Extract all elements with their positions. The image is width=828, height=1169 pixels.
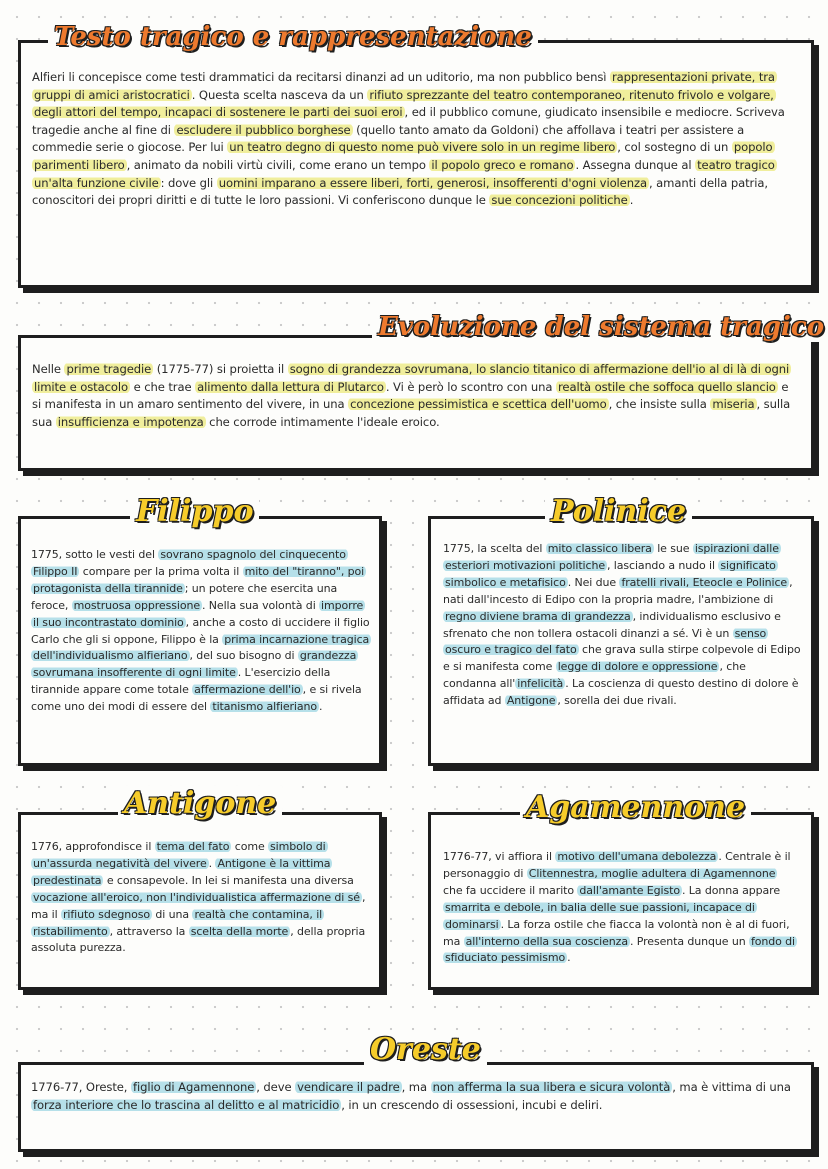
highlighted-text: significato simbolico e metafisico — [445, 558, 776, 589]
highlighted-text: rappresentazioni private, tra gruppi di amici aristocratici — [34, 70, 775, 102]
highlighted-text: motivo dell'umana debolezza — [557, 850, 717, 863]
highlighted-text: simbolo di un'assurda negatività del vivere — [33, 840, 326, 870]
body-text: che corrode intimamente l'ideale eroico. — [205, 414, 440, 429]
body-text: , col sostegno di un — [617, 140, 732, 155]
body-text: 1776-77, vi affiora il — [443, 850, 556, 863]
body-text: , amanti della patria, conoscitori dei propri diritti e di tutte le loro passioni. Vi conferiscono dunque le — [32, 175, 768, 208]
body-text: compare per la prima volta il — [79, 564, 243, 578]
body-text: ; un potere che esercita una feroce, — [31, 581, 338, 612]
section-antigone — [18, 812, 382, 990]
highlighted-text: Antigone è la vittima predestinata — [33, 856, 331, 887]
evoluzione-title: Evoluzione del sistema tragico — [372, 312, 828, 342]
body-text: , nati dall'incesto di Edipo con la propria madre, l'ambizione di — [443, 575, 793, 606]
testo-tragico-title: Testo tragico e rappresentazione — [48, 22, 538, 52]
body-text: , sorella dei due rivali. — [557, 694, 677, 708]
body-text: Nelle — [32, 362, 65, 376]
section-evoluzione — [18, 335, 814, 471]
highlighted-text: infelicità — [517, 677, 564, 691]
highlighted-text: mostruosa oppressione — [73, 598, 200, 612]
filippo-title: Filippo — [130, 494, 259, 529]
body-text: . — [629, 193, 634, 208]
body-text: , del suo bisogno di — [189, 649, 298, 663]
body-text: di una — [152, 907, 193, 921]
body-text: , individualismo esclusivo e sfrenato che non tollera ostacoli dinanzi a sé. Vi è un — [443, 609, 781, 640]
body-text: . — [567, 951, 571, 965]
evoluzione-body — [32, 361, 800, 431]
polinice-title: Polinice — [545, 494, 692, 529]
body-text: , ma è vittima di una — [672, 1080, 791, 1094]
body-text: , deve — [256, 1080, 296, 1094]
highlighted-text: mito del "tiranno", poi protagonista della tirannide — [33, 564, 365, 595]
body-text: , animato da nobili virtù civili, come erano un tempo — [126, 157, 430, 172]
body-text: (quello tanto amato da Goldoni) che affollava i teatri per assistere a commedie serie o giocose. Per lui — [32, 122, 745, 155]
body-text: 1776-77, Oreste, — [31, 1080, 131, 1094]
highlighted-text: sue concezioni politiche — [491, 193, 628, 208]
highlighted-text: prima incarnazione tragica dell'individualismo alfieriano — [33, 632, 370, 663]
agamennone-title: Agamennone — [520, 790, 751, 825]
highlighted-text: concezione pessimistica e scettica dell'uomo — [350, 397, 607, 412]
highlighted-text: dall'amante Egisto — [579, 883, 680, 897]
highlighted-text: imporre il suo incontrastato dominio — [33, 598, 364, 629]
highlighted-text: vocazione all'eroico, non l'individualistica affermazione di sé — [33, 890, 360, 904]
body-text: . L'esercizio della tirannide appare come totale — [31, 666, 331, 697]
highlighted-text: escludere il pubblico borghese — [176, 122, 351, 137]
highlighted-text: realtà ostile che soffoca quello slancio — [558, 379, 776, 394]
body-text: Alfieri li concepisce come testi drammatici da recitarsi dinanzi ad un uditorio, ma non pubblico bensì — [32, 70, 610, 84]
polinice-body — [443, 541, 801, 710]
highlighted-text: titanismo alfieriano — [212, 700, 318, 714]
highlighted-text: insufficienza e impotenza — [57, 414, 204, 429]
antigone-title: Antigone — [118, 786, 282, 821]
highlighted-text: un teatro degno di questo nome può vivere solo in un regime libero — [229, 140, 616, 155]
antigone-body — [31, 839, 369, 957]
highlighted-text: il popolo greco e romano — [431, 157, 574, 172]
body-text: . Centrale è il personaggio di — [443, 850, 791, 880]
highlighted-text: non afferma la sua libera e sicura volontà — [432, 1080, 671, 1094]
highlighted-text: fondo di sfiduciato pessimismo — [445, 934, 796, 965]
body-text: e consapevole. In lei si manifesta una diversa — [103, 873, 354, 887]
body-text: , ma — [401, 1080, 431, 1094]
body-text: , attraverso la — [109, 924, 189, 938]
highlighted-text: ispirazioni dalle esteriori motivazioni politiche — [445, 542, 779, 572]
section-filippo — [18, 516, 382, 766]
body-text: e che trae — [130, 379, 196, 394]
highlighted-text: teatro tragico un'alta funzione civile — [34, 157, 775, 190]
highlighted-text: mito classico libera — [547, 542, 652, 555]
body-text: . Vi è però lo scontro con una — [385, 379, 556, 394]
testo-tragico-body — [32, 69, 800, 210]
highlighted-text: smarrita e debole, in balia delle sue passioni, incapace di dominarsi — [445, 900, 755, 931]
body-text: , anche a costo di uccidere il figlio Carlo che gli si oppone, Filippo è la — [31, 615, 370, 646]
oreste-body — [31, 1079, 797, 1114]
highlighted-text: all'interno della sua coscienza — [465, 934, 628, 948]
highlighted-text: scelta della morte — [190, 924, 289, 938]
highlighted-text: vendicare il padre — [297, 1080, 400, 1094]
section-oreste — [18, 1062, 814, 1152]
body-text: e si manifesta in un amaro sentimento del vivere, in una — [32, 379, 789, 412]
highlighted-text: legge di dolore e oppressione — [557, 660, 718, 674]
body-text: , che condanna all' — [443, 660, 746, 691]
body-text: , ed il pubblico comune, giudicato insensibile e mediocre. Scriveva tragedie anche al fine di — [32, 105, 785, 137]
highlighted-text: rifiuto sprezzante del teatro contemporaneo, ritenuto frivolo e volgare, degli attori del tempo, incapaci di sostenere le parti dei suoi eroi — [34, 87, 774, 120]
body-text: , che insiste sulla — [608, 397, 711, 412]
body-text: . La donna appare — [681, 883, 781, 897]
body-text: , in un crescendo di ossessioni, incubi e deliri. — [341, 1097, 603, 1112]
body-text: 1776, approfondisce il — [31, 840, 155, 853]
body-text: : dove gli — [160, 175, 217, 190]
body-text: . — [319, 700, 323, 714]
highlighted-text: popolo parimenti libero — [34, 140, 773, 172]
body-text: . Presenta dunque un — [629, 934, 749, 948]
body-text: , sulla sua — [32, 397, 791, 429]
body-text: 1775, la scelta del — [443, 542, 546, 555]
agamennone-body — [443, 849, 799, 967]
section-polinice — [428, 516, 814, 766]
highlighted-text: Antigone — [506, 694, 556, 708]
highlighted-text: miseria — [712, 397, 755, 412]
highlighted-text: forza interiore che lo trascina al delitto e al matricidio — [33, 1097, 340, 1112]
highlighted-text: rifiuto sdegnoso — [62, 907, 151, 921]
highlighted-text: sovrano spagnolo del cinquecento Filippo II — [33, 548, 346, 578]
section-agamennone — [428, 812, 814, 990]
highlighted-text: regno diviene brama di grandezza — [445, 609, 631, 623]
highlighted-text: senso oscuro e tragico del fato — [445, 626, 767, 657]
body-text: (1775-77) si proietta il — [153, 362, 288, 376]
highlighted-text: figlio di Agamennone — [132, 1080, 255, 1094]
body-text: , ma il — [31, 890, 366, 921]
body-text: . La forza ostile che fiacca la volontà non è al di fuori, ma — [443, 917, 790, 948]
body-text: . Nei due — [567, 575, 620, 589]
highlighted-text: fratelli rivali, Eteocle e Polinice — [621, 575, 788, 589]
body-text: che grava sulla stirpe colpevole di Edipo e si manifesta come — [443, 643, 801, 674]
section-testo-tragico — [18, 40, 814, 288]
highlighted-text: alimento dalla lettura di Plutarco — [197, 379, 384, 394]
body-text: 1775, sotto le vesti del — [31, 548, 159, 561]
body-text: come — [231, 840, 269, 853]
highlighted-text: prime tragedie — [66, 362, 152, 376]
body-text: , della propria assoluta purezza. — [31, 924, 366, 955]
highlighted-text: grandezza sovrumana insofferente di ogni limite — [33, 649, 357, 680]
highlighted-text: uomini imparano a essere liberi, forti, generosi, insofferenti d'ogni violenza — [218, 175, 647, 190]
body-text: , e si rivela come uno dei modi di essere del — [31, 683, 362, 714]
highlighted-text: tema del fato — [156, 840, 230, 853]
body-text: che fa uccidere il marito — [443, 883, 578, 897]
highlighted-text: affermazione dell'io — [194, 683, 301, 697]
body-text: . La coscienza di questo destino di dolore è affidata ad — [443, 677, 799, 708]
body-text: . — [208, 856, 216, 870]
body-text: le sue — [653, 542, 693, 555]
highlighted-text: sogno di grandezza sovrumana, lo slancio titanico di affermazione dell'io al di là di ogni limite e ostacolo — [34, 362, 790, 394]
highlighted-text: Clitennestra, moglie adultera di Agamennone — [528, 866, 776, 880]
oreste-title: Oreste — [364, 1032, 487, 1067]
highlighted-text: realtà che contamina, il ristabilimento — [33, 907, 323, 938]
body-text: , lasciando a nudo il — [607, 558, 719, 572]
body-text: . Assegna dunque al — [575, 157, 696, 172]
filippo-body — [31, 547, 370, 716]
body-text: . Questa scelta nasceva da un — [191, 87, 368, 102]
body-text: . Nella sua volontà di — [201, 598, 320, 612]
